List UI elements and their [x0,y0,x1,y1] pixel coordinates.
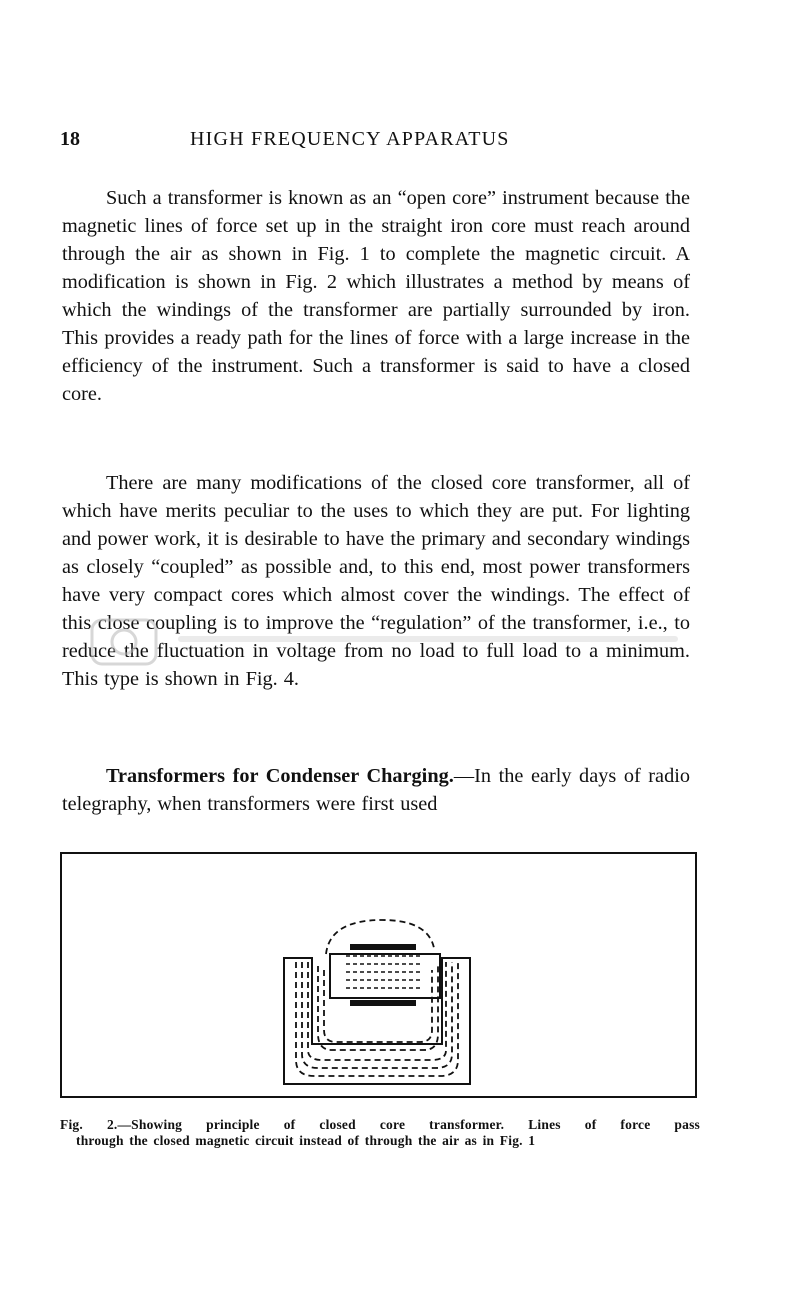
paragraph-2: There are many modifications of the closed core transformer, all of which have merits peculiar to the uses to which they are put. For lighting and power work, it is desirable to have the primary and secondary windings as closely “coupled” as possible and, to this end, most power transformers have very compact cores which almost cover the windings. The effect of this close coupling is to improve the “regulation” of the transformer, i.e., to reduce the fluctuation in voltage from no load to full load to a minimum. This type is shown in Fig. 4. [62,472,690,690]
watermark-logo [88,612,710,672]
figure-caption [60,1117,700,1149]
section-heading: Transformers for Condenser Charging. [106,765,454,787]
paragraph-3-text: —In the early days of radio telegraphy, when transformers were first used [62,765,690,815]
iron-core [284,958,470,1084]
figure-2 [60,852,697,1098]
caption-line-1: Fig. 2.—Showing principle of closed core transformer. Lines of force pass [60,1117,700,1132]
paragraph-1: Such a transformer is known as an “open core” instrument because the magnetic lines of force set up in the straight iron core must reach around through the air as shown in Fig. 1 to complete the magnetic circuit. A modification is shown in Fig. 2 which illustrates a method by means of which the windings of the transformer are partially surrounded by iron. This provides a ready path for the lines of force with a large increase in the efficiency of the instrument. Such a transformer is said to have a closed core. [62,187,690,405]
closed-core-transformer-diagram [62,854,695,1096]
winding-box [330,954,440,998]
running-title: HIGH FREQUENCY APPARATUS [190,128,510,150]
page-number: 18 [60,128,80,150]
page-header [60,128,700,160]
caption-line-2: through the closed magnetic circuit instead of through the air as in Fig. 1 [76,1133,536,1148]
paragraph-3 [62,762,690,818]
